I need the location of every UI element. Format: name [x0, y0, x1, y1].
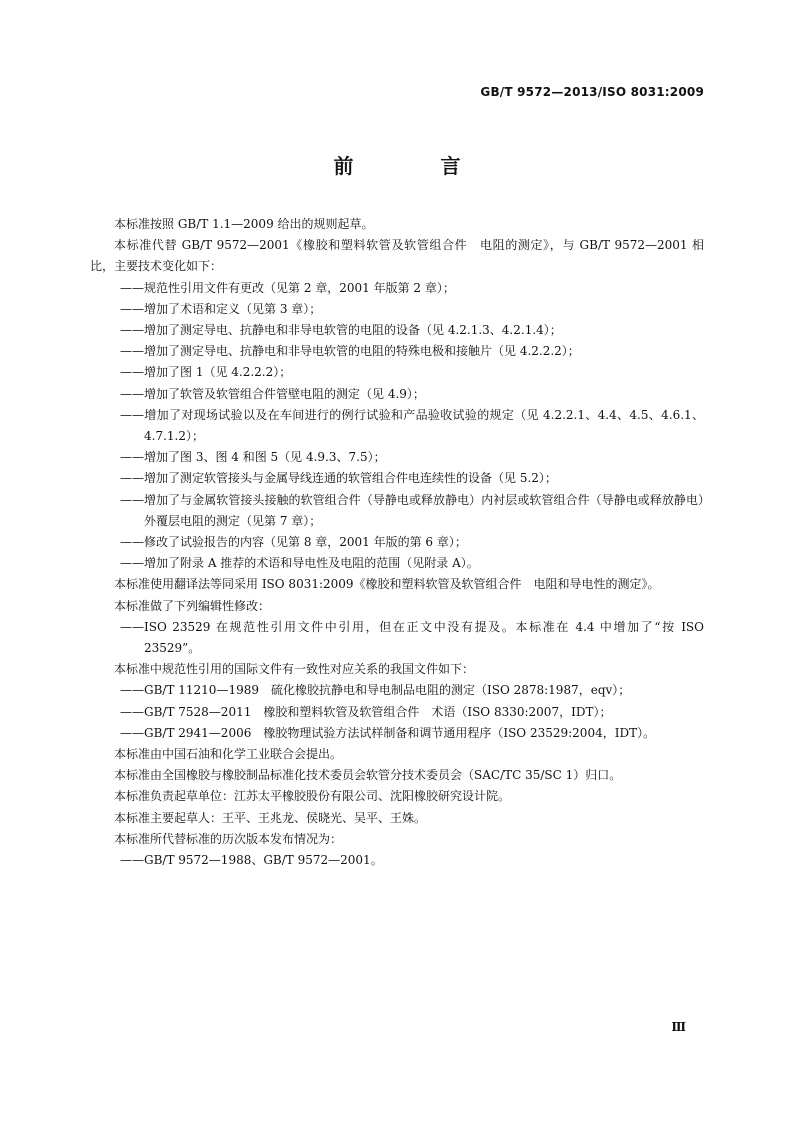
paragraph: 本标准所代替标准的历次版本发布情况为：	[114, 831, 343, 846]
change-list-item: ——修改了试验报告的内容（见第 8 章，2001 年版的第 6 章）；	[120, 535, 467, 550]
change-list-item: ——增加了术语和定义（见第 3 章）；	[120, 301, 322, 316]
paragraph: 本标准使用翻译法等同采用 ISO 8031:2009《橡胶和塑料软管及软管组合件 电阻和导电性的测定》。	[114, 577, 660, 592]
paragraph: 本标准代替 GB/T 9572—2001《橡胶和塑料软管及软管组合件 电阻的测定》，与 GB/T 9572—2001 相比，主要技术变化如下：	[90, 238, 704, 274]
change-list-item: ——增加了软管及软管组合件管壁电阻的测定（见 4.9）；	[120, 386, 425, 401]
paragraph: 本标准按照 GB/T 1.1—2009 给出的规则起草。	[114, 217, 374, 231]
foreword-body	[90, 214, 704, 871]
change-list-item: ——增加了图 3、图 4 和图 5（见 4.9.3、7.5）；	[120, 450, 386, 465]
page-title: 前 言	[333, 154, 501, 178]
history-list-item: ——GB/T 9572—1988、GB/T 9572—2001。	[120, 853, 383, 868]
paragraph: 本标准由全国橡胶与橡胶制品标准化技术委员会软管分技术委员会（SAC/TC 35/SC 1）归口。	[114, 768, 622, 783]
paragraph: 本标准主要起草人：王平、王兆龙、侯晓光、吴平、王姝。	[114, 810, 427, 825]
reference-list-item: ——GB/T 7528—2011 橡胶和塑料软管及软管组合件 术语（ISO 8330:2007，IDT）；	[120, 704, 612, 719]
page-number: Ⅲ	[671, 1020, 686, 1034]
paragraph: 本标准中规范性引用的国际文件有一致性对应关系的我国文件如下：	[114, 662, 475, 677]
change-list-item: ——增加了对现场试验以及在车间进行的例行试验和产品验收试验的规定（见 4.2.2.1、4.4、4.5、4.6.1、4.7.1.2）；	[120, 407, 704, 444]
edit-list-item: ——ISO 23529 在规范性引用文件中引用，但在正文中没有提及。本标准在 4.4 中增加了“按 ISO 23529”。	[120, 619, 704, 656]
change-list-item: ——增加了测定导电、抗静电和非导电软管的电阻的设备（见 4.2.1.3、4.2.1.4）；	[120, 323, 562, 338]
change-list-item: ——增加了测定软管接头与金属导线连通的软管组合件电连续性的设备（见 5.2）；	[120, 471, 557, 486]
change-list-item: ——增加了附录 A 推荐的术语和导电性及电阻的范围（见附录 A）。	[120, 556, 479, 571]
reference-list-item: ——GB/T 2941—2006 橡胶物理试验方法试样制备和调节通用程序（ISO 23529:2004，IDT）。	[120, 725, 656, 740]
change-list-item: ——增加了测定导电、抗静电和非导电软管的电阻的特殊电极和接触片（见 4.2.2.2）；	[120, 344, 580, 359]
standard-code-header: GB/T 9572—2013/ISO 8031:2009	[480, 85, 704, 99]
change-list-item: ——增加了与金属软管接头接触的软管组合件（导静电或释放静电）内衬层或软管组合件（导静电或释放静电）外覆层电阻的测定（见第 7 章）；	[120, 492, 704, 528]
paragraph: 本标准由中国石油和化学工业联合会提出。	[114, 747, 343, 762]
paragraph: 本标准做了下列编辑性修改：	[114, 598, 271, 613]
paragraph: 本标准负责起草单位：江苏太平橡胶股份有限公司、沈阳橡胶研究设计院。	[114, 789, 511, 804]
change-list-item: ——规范性引用文件有更改（见第 2 章，2001 年版第 2 章）；	[120, 280, 455, 295]
reference-list-item: ——GB/T 11210—1989 硫化橡胶抗静电和导电制品电阻的测定（ISO 2878:1987，eqv）；	[120, 683, 631, 698]
change-list-item: ——增加了图 1（见 4.2.2.2）；	[120, 365, 292, 380]
